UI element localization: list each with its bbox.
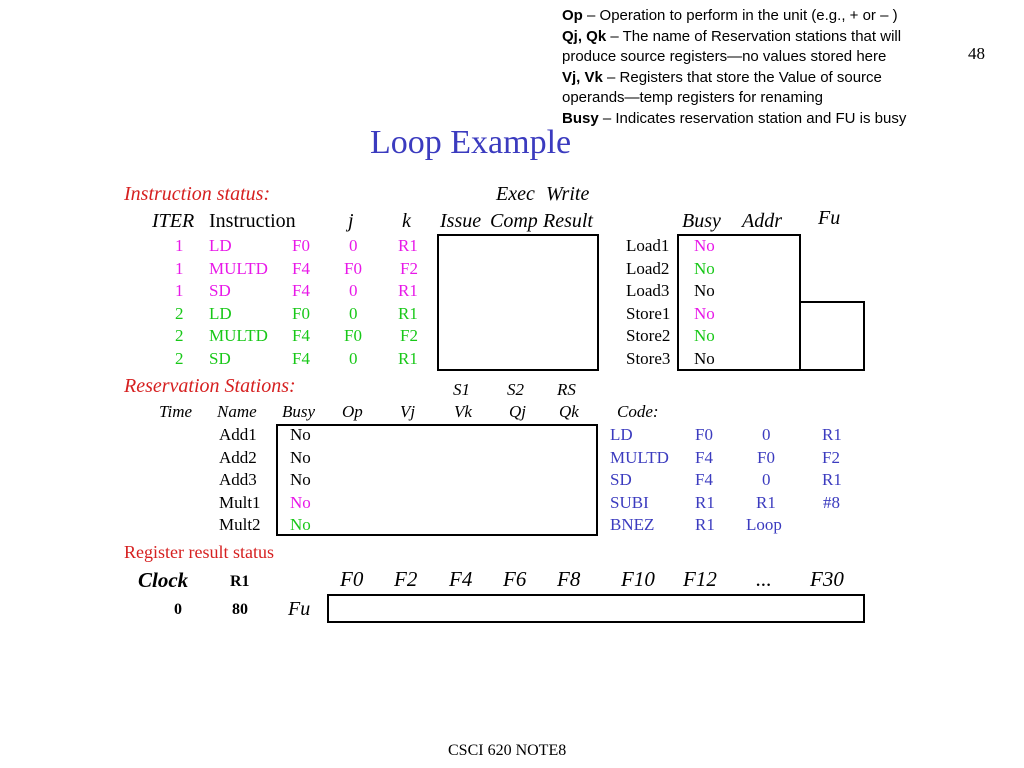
note-line-3: Vj, Vk – Registers that store the Value of source	[562, 68, 882, 86]
instr-k: R1	[398, 281, 418, 301]
instruction-header: Instruction	[209, 210, 296, 232]
buffer-busy: No	[694, 349, 715, 368]
register-header: F2	[394, 567, 418, 591]
clock-label: Clock	[138, 568, 189, 592]
register-header: F10	[621, 567, 655, 591]
instr-k: R1	[398, 303, 418, 323]
station-busy: No	[290, 425, 311, 444]
instr-iter: 1	[175, 281, 184, 301]
fu-row-label: Fu	[288, 598, 311, 620]
instr-dest: F0	[292, 303, 310, 323]
code-cell: SUBI	[610, 492, 649, 512]
station-name: Add2	[219, 447, 257, 467]
instr-op: LD	[209, 236, 232, 255]
register-header: F12	[683, 567, 717, 591]
instr-k: R1	[398, 236, 418, 255]
station-busy: No	[290, 515, 311, 535]
fu-header: Fu	[818, 207, 841, 229]
code-cell: R1	[822, 425, 842, 444]
code-cell: R1	[695, 515, 715, 535]
instr-dest: F4	[292, 258, 310, 278]
vk-header: Vk	[454, 402, 472, 421]
instr-j: F0	[344, 258, 362, 278]
s2-header: S2	[507, 380, 524, 399]
time-header: Time	[159, 402, 193, 421]
note-line-5: Busy – Indicates reservation station and FU is busy	[562, 109, 907, 127]
register-status-box	[327, 594, 865, 623]
instr-j: 0	[349, 281, 358, 301]
station-name: Mult1	[219, 492, 261, 512]
register-header: F6	[503, 567, 527, 591]
buffer-name: Store3	[626, 349, 671, 368]
instr-op: MULTD	[209, 326, 268, 346]
slide-title: Loop Example	[370, 124, 572, 161]
instr-dest: F4	[292, 326, 310, 346]
buffer-busy: No	[694, 281, 715, 301]
qj-header: Qj	[509, 402, 526, 421]
notes-block	[562, 6, 906, 129]
k-header: k	[402, 210, 411, 232]
station-busy: No	[290, 492, 311, 512]
station-name: Add1	[219, 425, 257, 444]
rs-header: RS	[557, 380, 576, 399]
station-name: Mult2	[219, 515, 261, 535]
instr-dest: F4	[292, 349, 310, 368]
footer: CSCI 620 NOTE8	[448, 742, 567, 759]
instr-j: 0	[349, 349, 358, 368]
rs-busy-header: Busy	[282, 402, 316, 421]
op-header: Op	[342, 402, 363, 421]
qk-header: Qk	[559, 402, 579, 421]
instr-k: F2	[400, 258, 418, 278]
instr-j: 0	[349, 303, 358, 323]
instr-iter: 1	[175, 236, 184, 255]
iter-header: ITER	[152, 210, 195, 232]
instr-iter: 1	[175, 258, 184, 278]
reservation-stations-heading: Reservation Stations:	[124, 375, 296, 397]
code-cell: R1	[695, 492, 715, 512]
station-busy: No	[290, 470, 311, 490]
page-number: 48	[968, 44, 985, 63]
note-line-4: operands—temp registers for renaming	[562, 89, 823, 106]
register-status-heading: Register result status	[124, 542, 274, 562]
buffer-name: Store1	[626, 303, 671, 323]
result-header: Result	[543, 210, 593, 232]
exec-header: Exec	[496, 183, 535, 205]
code-cell: #8	[823, 492, 840, 512]
register-header: F0	[340, 567, 364, 591]
buffer-busy: No	[694, 236, 715, 255]
instr-dest: F4	[292, 281, 310, 301]
code-cell: F0	[695, 425, 713, 444]
j-header: j	[348, 210, 354, 232]
s1-header: S1	[453, 380, 470, 399]
code-cell: F0	[757, 447, 775, 467]
code-cell: LD	[610, 425, 633, 444]
instr-j: 0	[349, 236, 358, 255]
code-cell: MULTD	[610, 447, 669, 467]
name-header: Name	[217, 402, 257, 421]
store-fu-box	[799, 301, 865, 371]
code-cell: F2	[822, 447, 840, 467]
instr-op: LD	[209, 303, 232, 323]
addr-header: Addr	[742, 210, 782, 232]
instr-k: R1	[398, 349, 418, 368]
code-heading: Code:	[617, 402, 659, 421]
code-cell: SD	[610, 470, 632, 490]
r1-value: 80	[232, 601, 248, 618]
code-cell: R1	[756, 492, 776, 512]
instr-j: F0	[344, 326, 362, 346]
instruction-status-box	[437, 234, 599, 371]
register-header: F30	[810, 567, 844, 591]
note-line-2: produce source registers—no values stored here	[562, 48, 887, 65]
instr-iter: 2	[175, 349, 184, 368]
buffer-name: Load3	[626, 281, 670, 301]
instr-op: SD	[209, 349, 231, 368]
note-line-0: Op – Operation to perform in the unit (e.g., + or – )	[562, 7, 898, 24]
instr-iter: 2	[175, 326, 184, 346]
clock-value: 0	[174, 601, 182, 618]
register-header: ...	[756, 567, 772, 591]
instruction-status-heading: Instruction status:	[124, 183, 271, 205]
comp-header: Comp	[490, 210, 538, 232]
instr-op: MULTD	[209, 258, 268, 278]
instr-k: F2	[400, 326, 418, 346]
vj-header: Vj	[400, 402, 416, 421]
note-line-1: Qj, Qk – The name of Reservation stations that will	[562, 27, 902, 45]
instr-iter: 2	[175, 303, 184, 323]
register-header: F4	[449, 567, 473, 591]
issue-header: Issue	[440, 210, 482, 232]
code-cell: R1	[822, 470, 842, 490]
write-header: Write	[546, 183, 590, 205]
code-cell: 0	[762, 425, 771, 444]
buffer-busy: No	[694, 303, 715, 323]
station-name: Add3	[219, 470, 257, 490]
buffer-name: Load1	[626, 236, 670, 255]
code-cell: F4	[695, 470, 713, 490]
buffer-name: Load2	[626, 258, 670, 278]
r1-label: R1	[230, 573, 250, 590]
station-busy: No	[290, 447, 311, 467]
instr-dest: F0	[292, 236, 310, 255]
register-header: F8	[557, 567, 581, 591]
code-cell: Loop	[746, 515, 782, 535]
buffer-name: Store2	[626, 326, 671, 346]
buffer-busy: No	[694, 326, 715, 346]
busy-header: Busy	[682, 210, 721, 232]
load-store-box	[677, 234, 801, 371]
reservation-stations-box	[276, 424, 598, 536]
code-cell: BNEZ	[610, 515, 655, 535]
instr-op: SD	[209, 281, 231, 301]
buffer-busy: No	[694, 258, 715, 278]
code-cell: F4	[695, 447, 713, 467]
code-cell: 0	[762, 470, 771, 490]
